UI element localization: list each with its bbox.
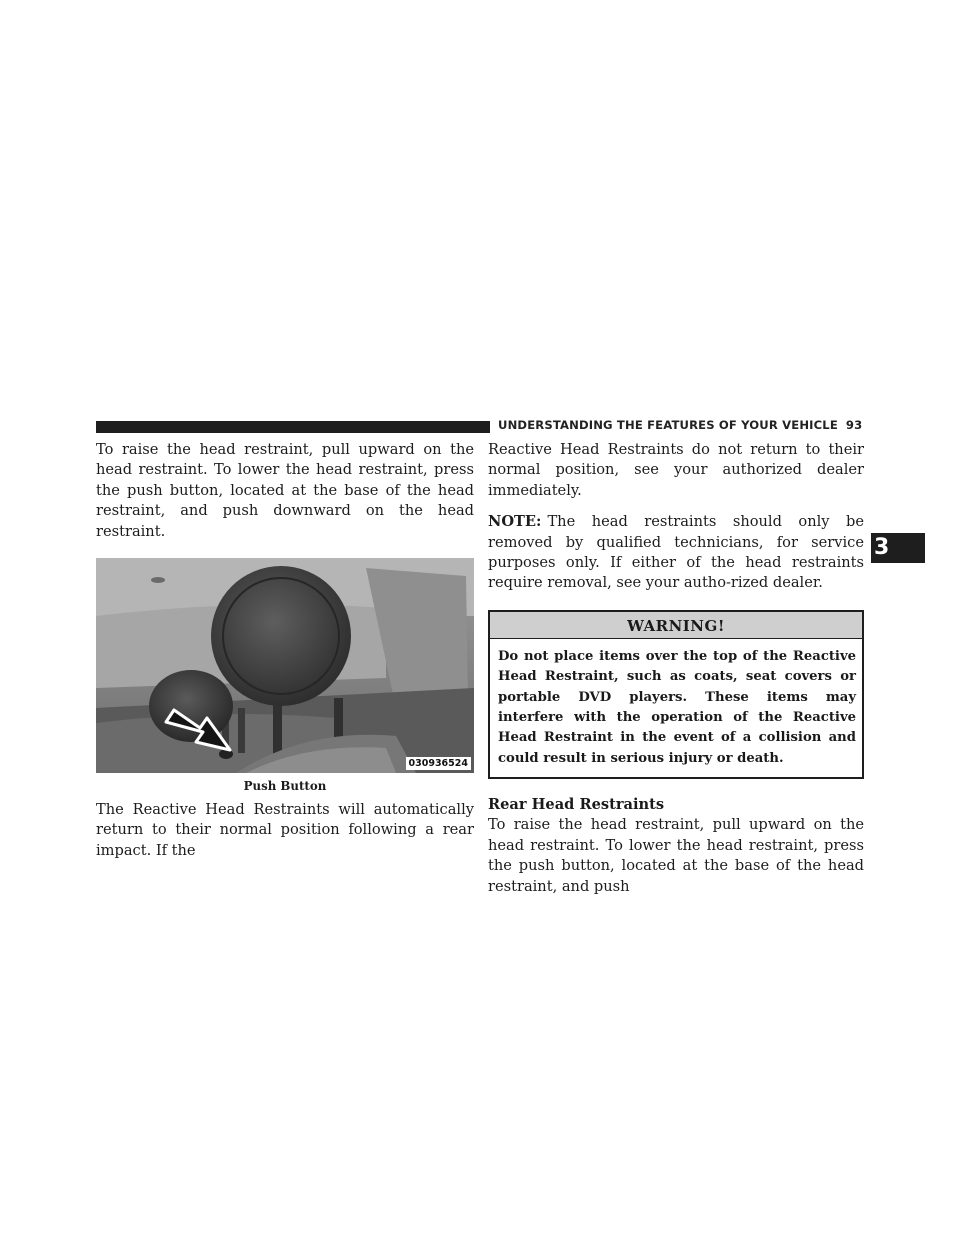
warning-text: Do not place items over the top of the Reactive Head Restraint, such as coats, seat covers or portable DVD players. These items may interfere with the operation of the Reactive Head Restraint in the event of a collision and could result in serious injury or death. xyxy=(498,648,856,766)
figure-code: 030936524 xyxy=(406,757,472,770)
header-rule xyxy=(96,421,490,433)
section-title: UNDERSTANDING THE FEATURES OF YOUR VEHICLE xyxy=(498,418,838,432)
running-header xyxy=(498,418,866,432)
left-column xyxy=(96,440,474,861)
head-restraint-photo xyxy=(96,558,474,773)
warning-title: WARNING! xyxy=(490,612,862,639)
warning-box xyxy=(488,610,864,779)
page-number: 93 xyxy=(845,418,863,432)
section-subheading: Rear Head Restraints xyxy=(488,796,665,814)
note-label: NOTE: xyxy=(488,513,542,531)
head-restraint-illustration xyxy=(96,558,474,773)
chapter-tab: 3 xyxy=(871,533,925,563)
body-paragraph: To raise the head restraint, pull upward on the head restraint. To lower the head restraint, press the push button, located at the base of the head restraint, and push downward on the head restraint. xyxy=(96,441,474,540)
body-paragraph: To raise the head restraint, pull upward on the head restraint. To lower the head restraint, press the push button, located at the base of the head restraint, and push xyxy=(488,816,864,895)
body-paragraph: Reactive Head Restraints do not return to their normal position, see your authorized dealer immediately. xyxy=(488,441,864,499)
right-column xyxy=(488,440,864,897)
body-paragraph: The Reactive Head Restraints will automatically return to their normal position following a rear impact. If the xyxy=(96,801,474,859)
note-paragraph xyxy=(488,512,864,594)
note-text: The head restraints should only be removed by qualified technicians, for service purposes only. If either of the head restraints require removal, see your autho-rized dealer. xyxy=(488,513,864,592)
figure-caption: Push Button xyxy=(243,779,327,794)
